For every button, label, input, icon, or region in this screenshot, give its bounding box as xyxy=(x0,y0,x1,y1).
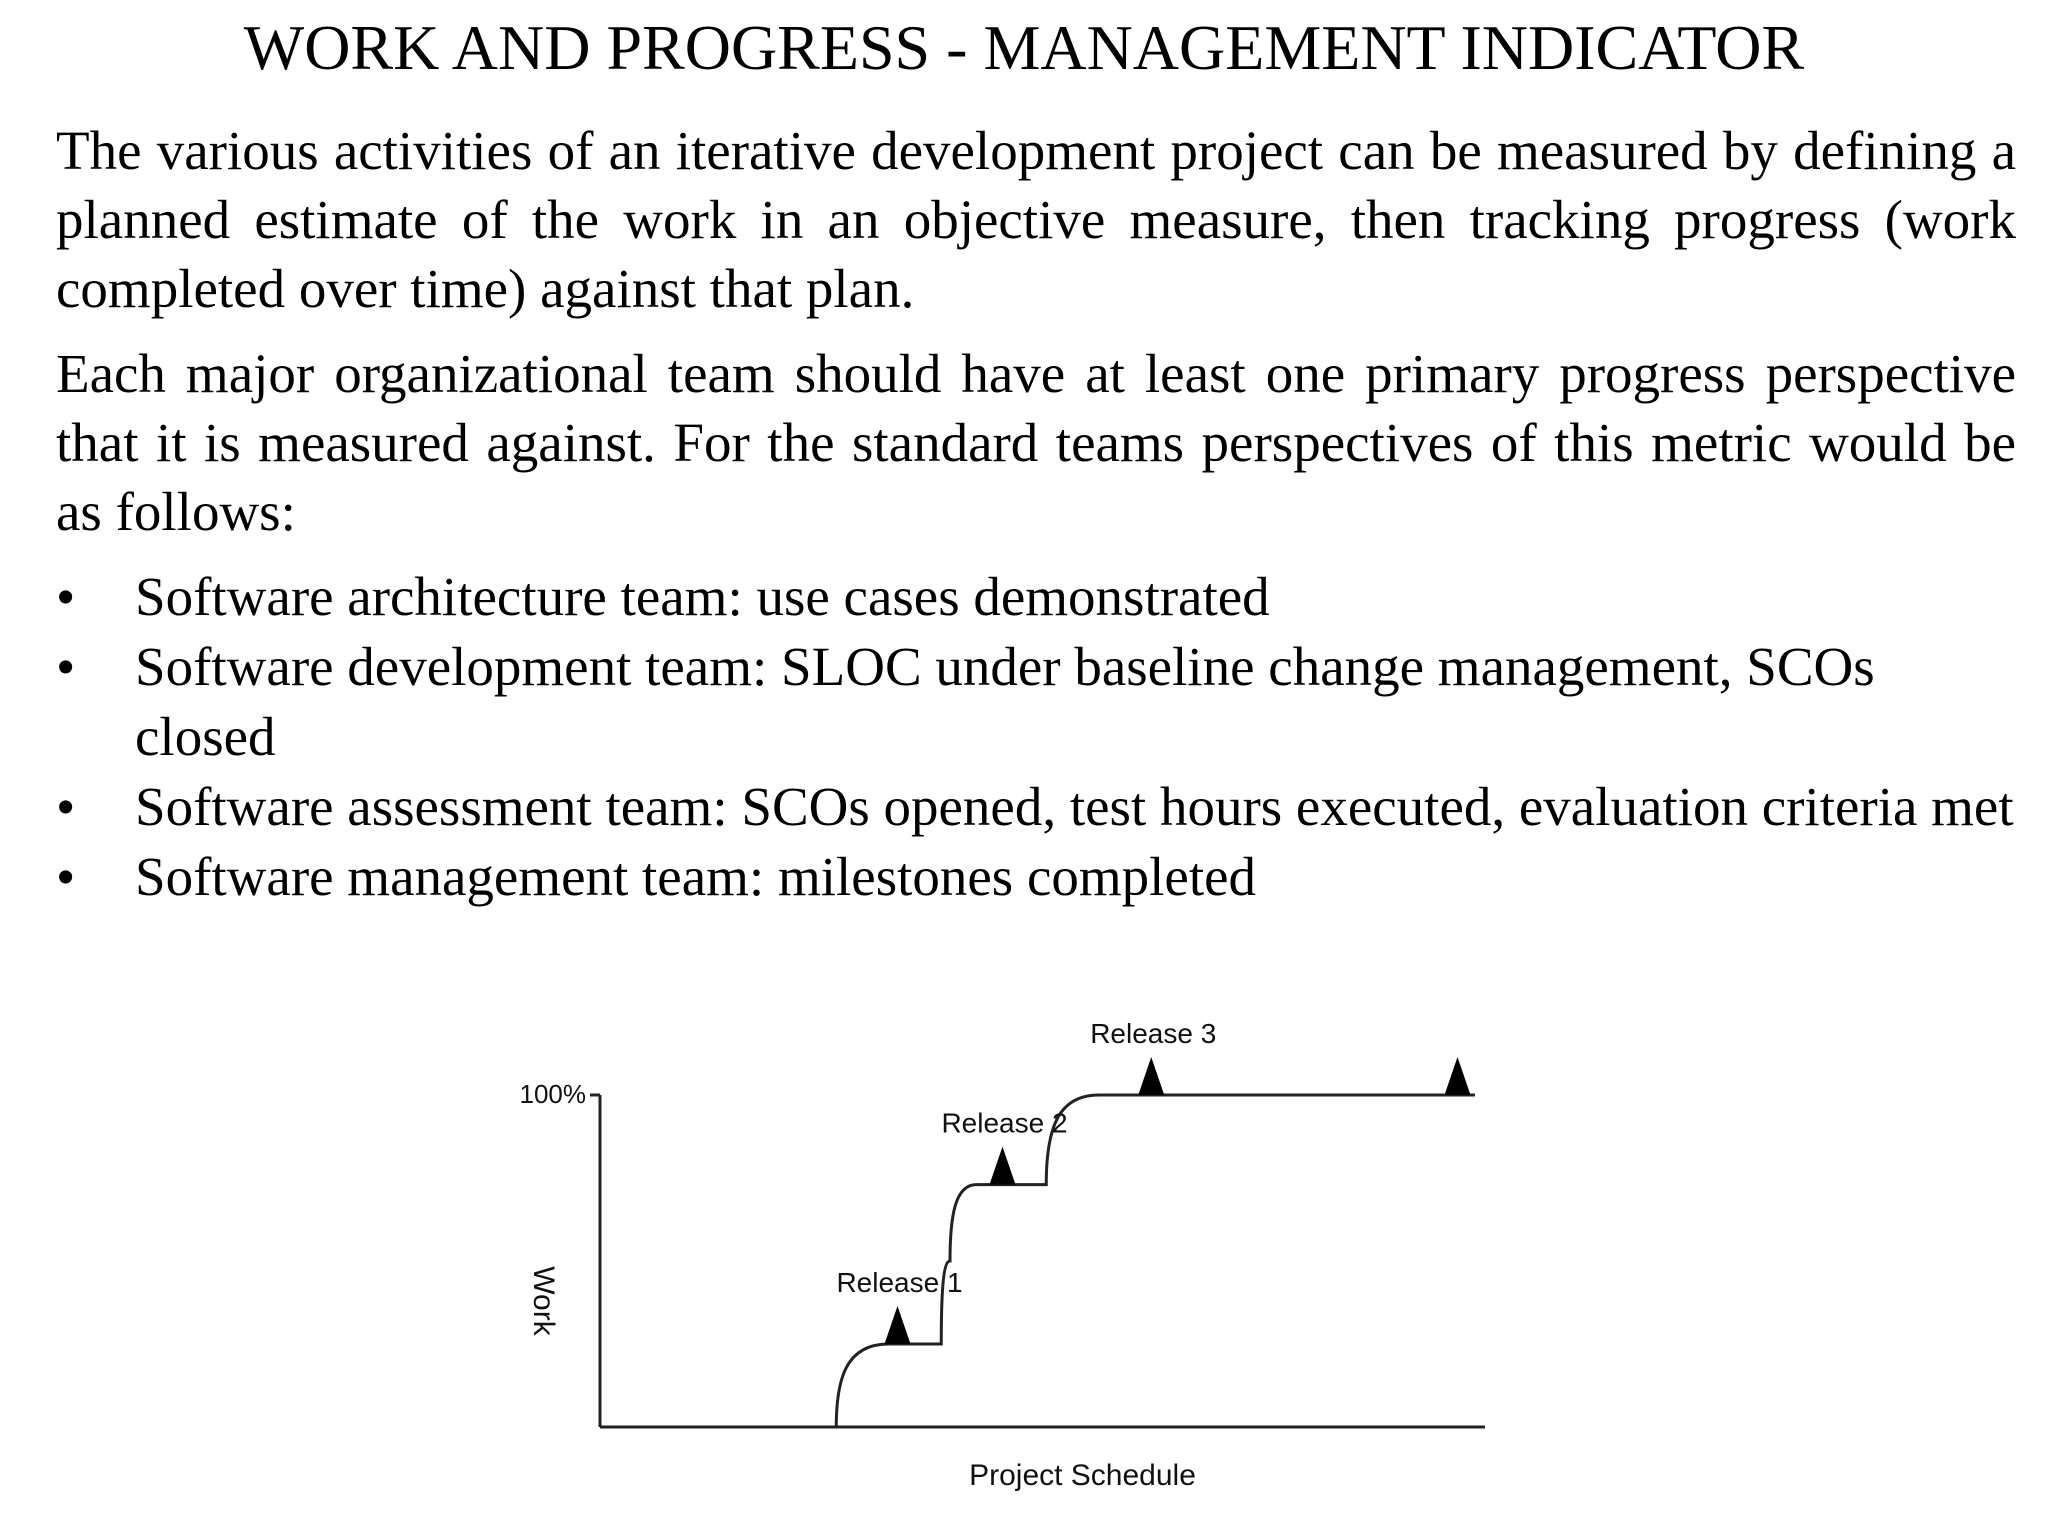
team-metrics-list xyxy=(56,562,2016,912)
milestone-triangle-icon xyxy=(885,1306,911,1344)
list-item xyxy=(56,632,2016,772)
teams-paragraph: Each major organizational team should have at least one primary progress perspective that it is measured against. For the standard teams perspectives of this metric would be as follows: xyxy=(56,343,2016,542)
list-item xyxy=(56,562,2016,632)
bullet-icon: • xyxy=(56,846,76,907)
list-item-text: Software management team: milestones completed xyxy=(135,846,1257,907)
x-axis-label: Project Schedule xyxy=(969,1459,1196,1492)
bullet-icon: • xyxy=(56,636,76,697)
bullet-icon: • xyxy=(56,566,76,627)
work-progress-chart xyxy=(500,1000,1520,1530)
bullet-icon: • xyxy=(56,776,76,837)
milestone-label: Release 2 xyxy=(941,1107,1068,1139)
milestone-triangle-icon xyxy=(990,1147,1016,1185)
list-item xyxy=(56,842,2016,912)
list-item-text: Software development team: SLOC under baseline change management, SCOs closed xyxy=(135,636,1875,767)
intro-paragraph: The various activities of an iterative development project can be measured by defining a planned estimate of the work in an objective measure, then tracking progress (work completed over time) against that plan. xyxy=(56,120,2016,319)
list-item-text: Software assessment team: SCOs opened, test hours executed, evaluation criteria met xyxy=(135,776,2014,837)
milestone-layer xyxy=(836,1018,1470,1344)
slide-title: WORK AND PROGRESS - MANAGEMENT INDICATOR xyxy=(243,12,1805,83)
series-layer xyxy=(600,1095,1475,1427)
milestone-label: Release 1 xyxy=(836,1267,963,1298)
series-line-0 xyxy=(600,1095,1475,1427)
list-item xyxy=(56,772,2016,842)
y-tick-label: 100% xyxy=(519,1079,586,1109)
slide-body xyxy=(56,116,2016,912)
list-item-text: Software architecture team: use cases demonstrated xyxy=(135,566,1270,627)
milestone-triangle-icon xyxy=(1138,1057,1164,1095)
milestone-triangle-icon xyxy=(1445,1057,1471,1095)
chart-svg xyxy=(500,1000,1520,1530)
milestone-label: Release 3 xyxy=(1090,1018,1217,1049)
y-axis-label: Work xyxy=(527,1266,560,1336)
